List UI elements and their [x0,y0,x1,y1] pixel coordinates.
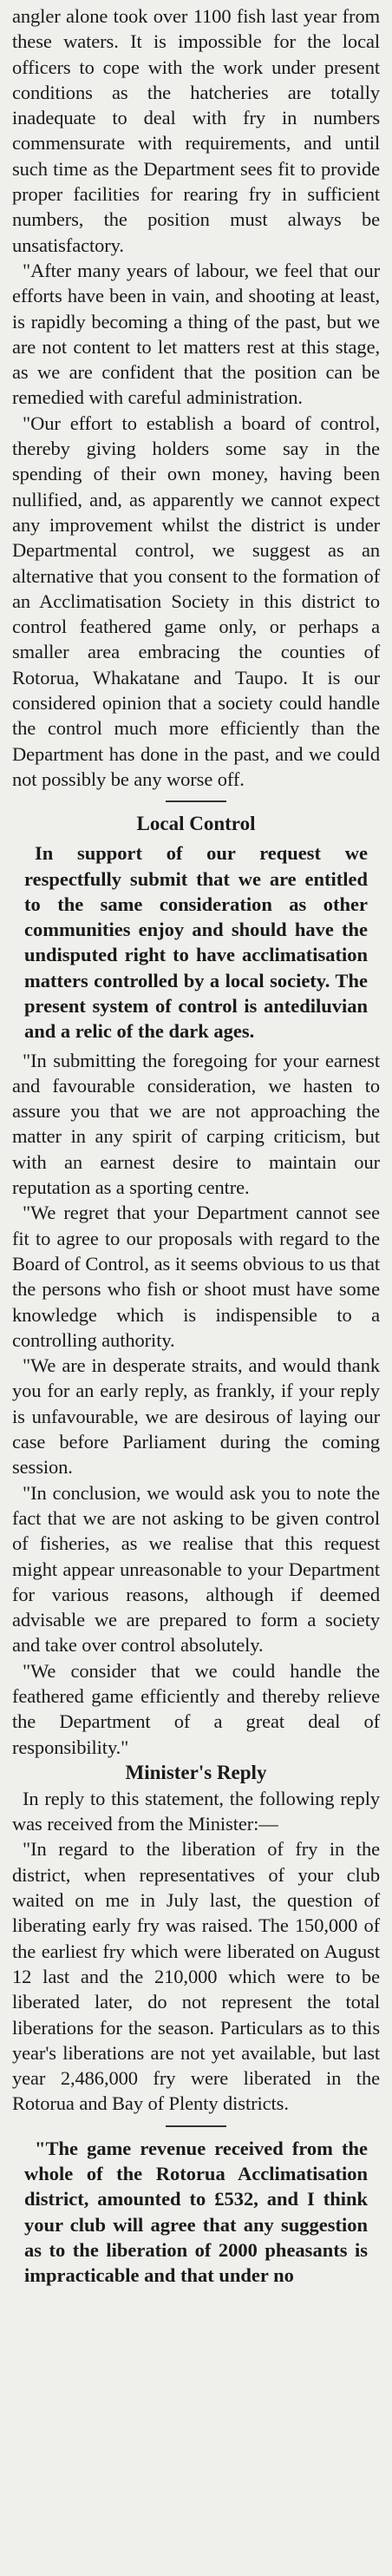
heading-local-control: Local Control [136,813,256,835]
paragraph-feathered-game: "We consider that we could handle the feathered game efficiently and thereby relieve the Department of a great deal of responsibility." [12,1659,380,1758]
paragraph-conclusion: "In conclusion, we would ask you to note the fact that we are not asking to be given control of fisheries, as we realise that this request might appear unreasonable to your Department for various reasons, although if deemed advisable we are prepared to form a society and take over control absolutely. [12,1481,380,1657]
heading-ministers-reply: Minister's Reply [125,1761,267,1783]
paragraph-liberation-of-fry: "In regard to the liberation of fry in the district, when representatives of your club waited on me in July last, the question of liberating early fry was raised. The 150,000 of the earliest fry which were liberated on August 12 last and the 210,000 which were to be liberated later, do not represent the total liberations for the season. Particulars as to this year's liberations are not yet available, but last year 2,486,000 fry were liberated in the Rotorua and Bay of Plenty districts. [12,1838,380,2115]
section-divider [166,800,226,802]
paragraph-reply-intro: In reply to this statement, the following reply was received from the Minister:— [12,1787,380,1835]
paragraph-fish-hatcheries: angler alone took over 1100 fish last year from these waters. It is impossible for the local officers to cope with the work under present conditions as the hatcheries are totally inadequate to deal with fry in numbers commensurate with requirements, and until such time as the Department sees fit to provide proper facilities for rearing fry in sufficient numbers, the position must always be unsatisfactory. [12,5,380,256]
paragraph-desperate-straits: "We are in desperate straits, and would thank you for an early reply, as frankly, if your reply is unfavourable, we are desirous of laying our case before Parliament during the coming session. [12,1354,380,1479]
bold-paragraph-game-revenue: "The game revenue received from the whole of the Rotorua Acclimatisation district, amounted to £532, and I think your club will agree that any suggestion as to the liberation of 2000 pheasants is impracticable and that under no [24,2137,368,2287]
paragraph-board-of-control: "Our effort to establish a board of control, thereby giving holders some say in the spending of their own money, having been nullified, and, as apparently we cannot expect any improvement whilst the district is under Departmental control, we suggest as an alternative that you consent to the formation of an Acclimatisation Society in this district to control feathered game only, or perhaps a smaller area embracing the counties of Rotorua, Whakatane and Taupo. It is our considered opinion that a society could handle the control much more efficiently than the Department has done in the past, and we could not possibly be any worse off. [12,412,380,790]
paragraph-regret: "We regret that your Department cannot see fit to agree to our proposals with regard to the Board of Control, as it seems obvious to us that the persons who fish or shoot must have some knowledge which is indispensible to a controlling authority. [12,1202,380,1351]
section-divider-2 [166,2125,226,2127]
paragraph-submitting: "In submitting the foregoing for your earnest and favourable consideration, we hasten to assure you that we are not approaching the matter in any spirit of carping criticism, but with an earnest desire to maintain our reputation as a sporting centre. [12,1049,380,1199]
bold-paragraph-local-society: In support of our request we respectfully submit that we are entitled to the same consideration as other communities enjoy and should have the undisputed right to have acclimatisation matters controlled by a local society. The present system of control is antediluvian and a relic of the dark ages. [24,842,368,1043]
paragraph-years-of-labour: "After many years of labour, we feel that our efforts have been in vain, and shooting at least, is rapidly becoming a thing of the past, but we are not content to let matters rest at this stage, as we are confident that the position can be remedied with careful administration. [12,259,380,409]
